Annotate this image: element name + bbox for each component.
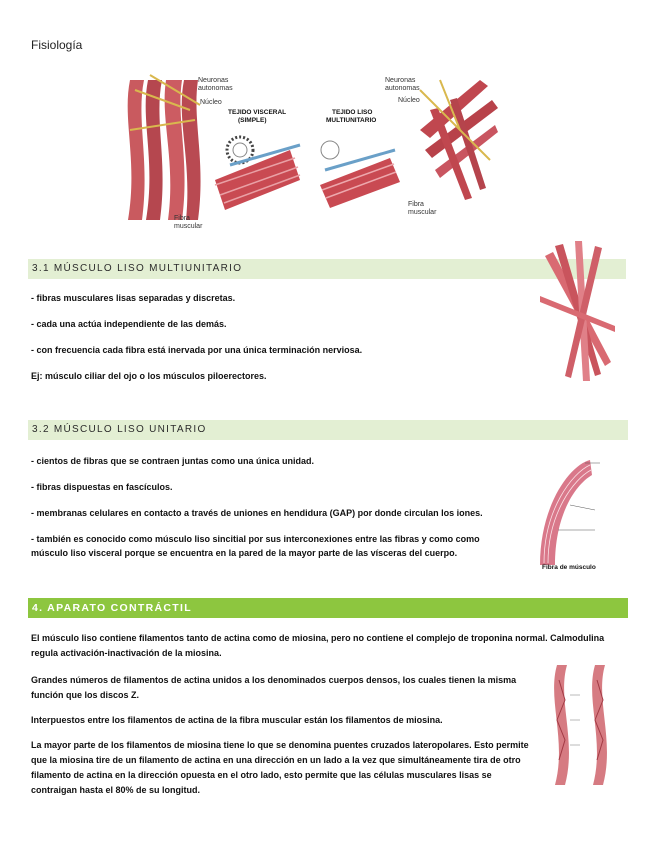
svg-text:muscular: muscular xyxy=(408,209,437,216)
paragraph-line: que la miosina tire de un filamento de actina en una dirección en un lado a la vez que simultáneamente tira de otro xyxy=(31,755,521,765)
svg-text:muscular: muscular xyxy=(174,223,203,230)
smooth-muscle-figure xyxy=(120,70,500,235)
svg-text:Fibra: Fibra xyxy=(174,215,190,222)
svg-text:Núcleo: Núcleo xyxy=(398,97,420,104)
unitary-item-5: músculo liso visceral porque se encuentra en la pared de la mayor parte de las vísceras del cuerpo. xyxy=(31,548,458,558)
left-muscle-fibers xyxy=(128,75,201,220)
svg-text:TEJIDO LISO: TEJIDO LISO xyxy=(332,109,373,116)
multiunit-fibers-figure xyxy=(535,236,620,386)
apparatus-paragraph-3 xyxy=(31,713,541,728)
svg-text:autonomas: autonomas xyxy=(198,85,233,92)
section-heading-label: 3.2 MÚSCULO LISO UNITARIO xyxy=(32,424,207,435)
apparatus-paragraph-4 xyxy=(31,738,541,798)
section-heading-label: 4. APARATO CONTRÁCTIL xyxy=(32,602,192,614)
paragraph-line: contraigan hasta el 80% de su longitud. xyxy=(31,785,201,795)
svg-text:TEJIDO VISCERAL: TEJIDO VISCERAL xyxy=(228,109,287,116)
paragraph-line: La mayor parte de los filamentos de miosina tiene lo que se denomina puentes cruzados lateropolares. Esto permite xyxy=(31,740,529,750)
svg-text:autonomas: autonomas xyxy=(385,85,420,92)
paragraph-line: Grandes números de filamentos de actina unidos a los denominados cuerpos densos, los cuales tienen la misma xyxy=(31,675,517,685)
unitary-item-3: - membranas celulares en contacto a través de uniones en hendidura (GAP) por donde circulan los iones. xyxy=(31,508,483,518)
page-title: Fisiología xyxy=(31,38,83,52)
multiunit-item-1: - fibras musculares lisas separadas y discretas. xyxy=(31,293,236,303)
right-muscle-fibers xyxy=(420,80,498,200)
svg-text:MULTIUNITARIO: MULTIUNITARIO xyxy=(326,117,377,124)
paragraph-line: regula activación-inactivación de la miosina. xyxy=(31,648,222,658)
section-heading-unitary xyxy=(28,420,628,440)
paragraph-line: El músculo liso contiene filamentos tanto de actina como de miosina, pero no contiene el complejo de troponina normal. Calmodulina xyxy=(31,633,605,643)
svg-text:Fibra de músculo: Fibra de músculo xyxy=(542,564,596,570)
unitary-item-4: - también es conocido como músculo liso sincitial por sus interconexiones entre las fibras y como como xyxy=(31,534,480,544)
svg-text:Fibra: Fibra xyxy=(408,201,424,208)
multiunit-item-4: Ej: músculo ciliar del ojo o los músculos piloerectores. xyxy=(31,371,267,381)
svg-text:Neuronas: Neuronas xyxy=(198,77,229,84)
paragraph-line: filamento de actina en la dirección opuesta en el otro lado, esto permite que las células musculares lisas se xyxy=(31,770,492,780)
multiunit-item-3: - con frecuencia cada fibra está inervada por una única terminación nerviosa. xyxy=(31,345,363,355)
unitary-item-1: - cientos de fibras que se contraen juntas como una única unidad. xyxy=(31,456,315,466)
unitary-item-2: - fibras dispuestas en fascículos. xyxy=(31,482,173,492)
section-heading-apparatus xyxy=(28,598,628,618)
apparatus-paragraph-2 xyxy=(31,673,541,703)
apparatus-paragraph-1 xyxy=(31,631,631,661)
paragraph-line: función que los discos Z. xyxy=(31,690,140,700)
svg-text:(SIMPLE): (SIMPLE) xyxy=(238,117,267,124)
contractile-apparatus-figure xyxy=(545,660,635,790)
svg-text:Núcleo: Núcleo xyxy=(200,99,222,106)
svg-text:Neuronas: Neuronas xyxy=(385,77,416,84)
section-heading-label: 3.1 MÚSCULO LISO MULTIUNITARIO xyxy=(32,263,243,274)
multiunit-item-2: - cada una actúa independiente de las demás. xyxy=(31,319,227,329)
unitary-tissue-figure xyxy=(530,455,630,570)
paragraph-line: Interpuestos entre los filamentos de actina de la fibra muscular están los filamentos de miosina. xyxy=(31,715,443,725)
